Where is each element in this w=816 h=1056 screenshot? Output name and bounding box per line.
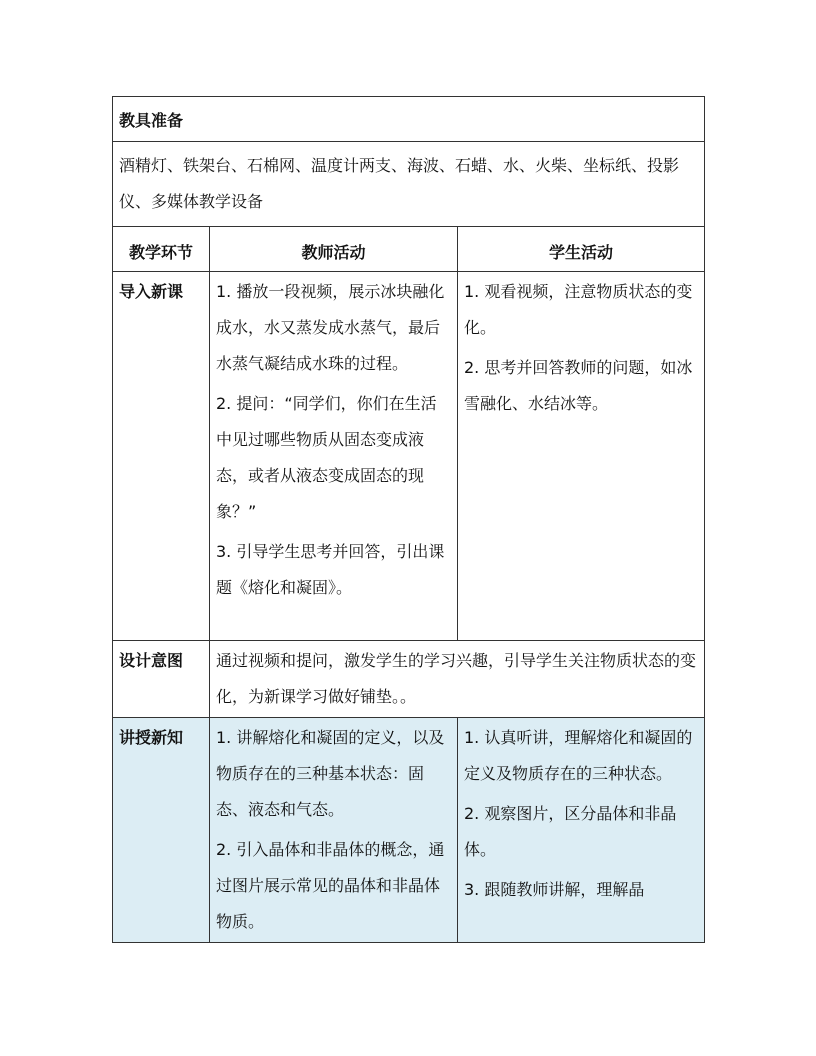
prep-heading: 教具准备 xyxy=(119,111,184,130)
prep-content: 酒精灯、铁架台、石棉网、温度计两支、海波、石蜡、水、火柴、坐标纸、投影仪、多媒体教学设备 xyxy=(119,156,680,211)
header-row xyxy=(113,227,705,272)
teacher-activity-item: 1. 播放一段视频，展示冰块融化成水，水又蒸发成水蒸气，最后水蒸气凝结成水珠的过程。 xyxy=(216,282,445,373)
table-row-intent xyxy=(113,641,705,718)
table-row-new-knowledge xyxy=(113,718,705,943)
stage-label: 讲授新知 xyxy=(119,728,184,747)
teacher-activity-item: 2. 引入晶体和非晶体的概念，通过图片展示常见的晶体和非晶体物质。 xyxy=(216,840,445,931)
student-activity-item: 2. 观察图片，区分晶体和非晶体。 xyxy=(464,804,677,859)
prep-content-row xyxy=(113,142,705,227)
teacher-activity-item: 1. 讲解熔化和凝固的定义，以及物质存在的三种基本状态：固态、液态和气态。 xyxy=(216,728,445,819)
student-activity-item: 1. 认真听讲，理解熔化和凝固的定义及物质存在的三种状态。 xyxy=(464,728,693,783)
col-header-stage: 教学环节 xyxy=(128,243,193,262)
student-activity-item: 2. 思考并回答教师的问题，如冰雪融化、水结冰等。 xyxy=(464,358,693,413)
stage-label: 设计意图 xyxy=(119,651,184,670)
design-intent-text: 通过视频和提问，激发学生的学习兴趣，引导学生关注物质状态的变化，为新课学习做好铺垫。。 xyxy=(216,651,697,706)
stage-label: 导入新课 xyxy=(119,282,184,301)
col-header-teacher: 教师活动 xyxy=(301,243,366,262)
lesson-plan-table xyxy=(112,96,705,943)
student-activity-item: 1. 观看视频，注意物质状态的变化。 xyxy=(464,282,693,337)
teacher-activity-item: 3. 引导学生思考并回答，引出课题《熔化和凝固》。 xyxy=(216,542,445,597)
teacher-activity-item: 2. 提问：“同学们，你们在生活中见过哪些物质从固态变成液态，或者从液态变成固态的现象？” xyxy=(216,394,437,521)
prep-heading-row xyxy=(113,97,705,142)
table-row-intro xyxy=(113,272,705,641)
col-header-student: 学生活动 xyxy=(548,243,613,262)
student-activity-item: 3. 跟随教师讲解，理解晶 xyxy=(464,880,645,899)
